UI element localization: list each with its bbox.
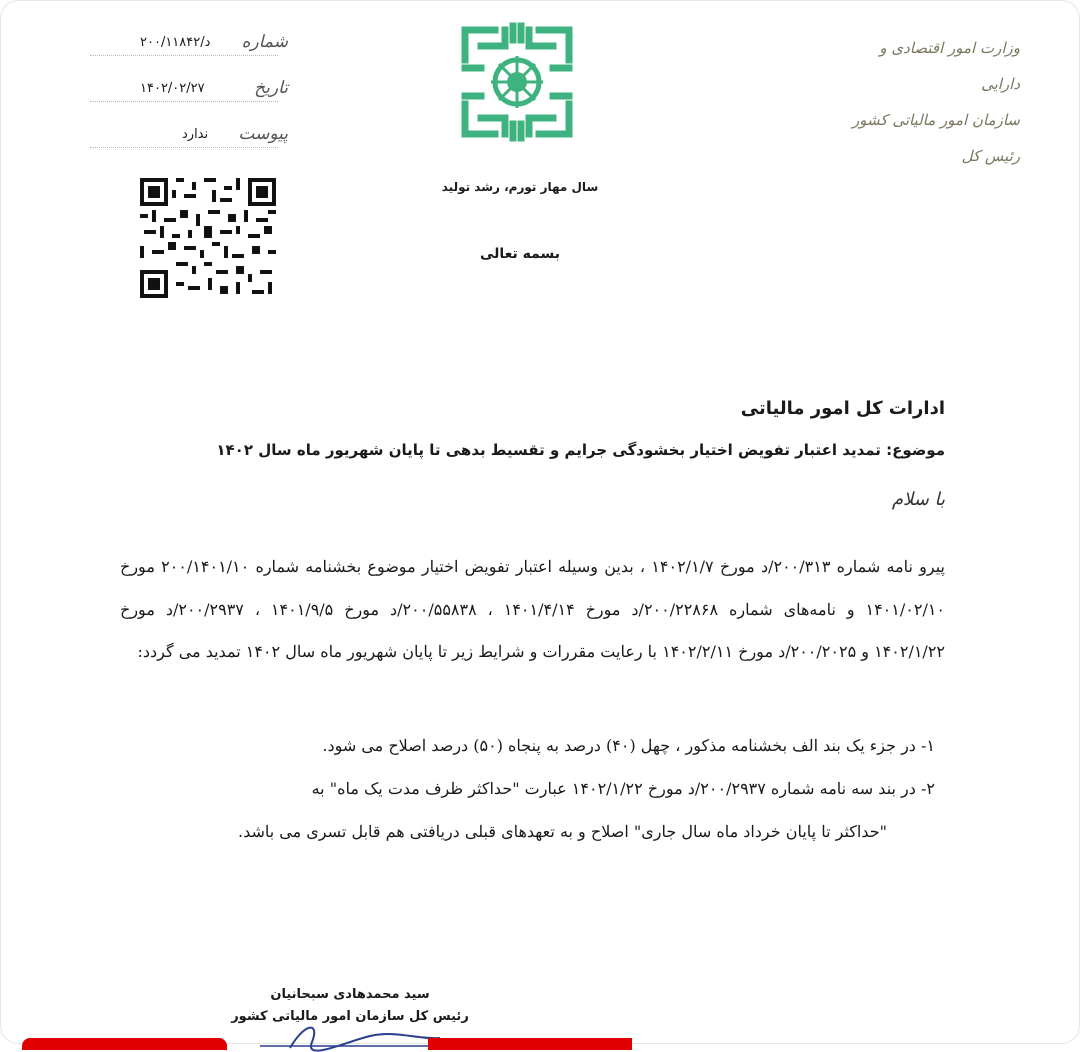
qr-code-icon [140,178,276,298]
letter-date-label: تاریخ [254,78,288,98]
ministry-line: وزارت امور اقتصادی و دارایی [879,39,1020,93]
divider [90,55,278,56]
list-item-continuation: "حداکثر تا پایان خرداد ماه سال جاری" اصلاح و به تعهدهای قبلی دریافتی هم قابل تسری می باشد. [237,821,887,841]
letter-attachment: ندارد [182,127,209,142]
letter-subject: موضوع: تمدید اعتبار تفویض اختیار بخشودگی جرایم و تقسیط بدهی تا پایان شهریور ماه سال ۱۴۰۲ [216,441,945,459]
divider [90,101,278,102]
letter-number: د/۲۰۰/۱۱۸۴۲ [140,35,211,50]
greeting: با سلام [891,489,945,510]
letter-number-row [90,28,290,74]
basmala-heading: بسمه تعالی [479,246,561,262]
tax-organization-logo-icon [455,20,579,144]
divider [90,147,278,148]
red-banner-middle [428,1038,632,1050]
letter-meta [90,28,290,166]
organization-line: سازمان امور مالیاتی کشور [852,111,1020,129]
signatory-title: رئیس کل سازمان امور مالیاتی کشور [231,1009,469,1024]
year-slogan: سال مهار تورم، رشد تولید [441,180,599,194]
addressee: ادارات کل امور مالیاتی [740,398,945,419]
letter-date-row [90,74,290,120]
letterhead [840,30,1020,174]
letter-attachment-label: پیوست [238,124,288,144]
red-banner-left [22,1038,227,1050]
letter-body-paragraph: پیرو نامه شماره ۲۰۰/۳۱۳/د مورخ ۱۴۰۲/۱/۷ ، بدین وسیله اعتبار تفویض اختیار موضوع بخشنامه شماره ۲۰۰/۱۴۰۱/۱۰ مورخ ۱۴۰۱/۰۲/۱۰ و نامه‌های شماره ۲۰۰/۲۲۸۶۸/د مورخ ۱۴۰۱/۴/۱۴ ، ۲۰۰/۵۵۸۳۸/د مورخ ۱۴۰۱/۹/۵ ، ۲۰۰/۲۹۳۷/د مورخ ۱۴۰۲/۱/۲۲ و ۲۰۰/۲۰۲۵/د مورخ ۱۴۰۲/۲/۱۱ با رعایت مقررات و شرایط زیر تا پایان شهریور ماه سال ۱۴۰۲ تمدید می گردد: [120,557,946,661]
letter-attachment-row [90,120,290,166]
letter-number-label: شماره [241,32,288,52]
signature-scribble-icon [250,1012,450,1052]
list-item-line: ۲- در بند سه نامه شماره ۲۰۰/۲۹۳۷/د مورخ ۱۴۰۲/۱/۲۲ عبارت "حداکثر ظرف مدت یک ماه" به [311,779,935,798]
list-item: ۱- در جزء یک بند الف بخشنامه مذکور ، چهل (۴۰) درصد به پنجاه (۵۰) درصد اصلاح می شود. [322,736,935,755]
letter-date: ۱۴۰۲/۰۲/۲۷ [140,81,205,96]
office-line: رئیس کل [961,147,1020,165]
signatory-name: سید محمدهادی سبحانیان [270,987,430,1002]
list-item [120,768,935,853]
